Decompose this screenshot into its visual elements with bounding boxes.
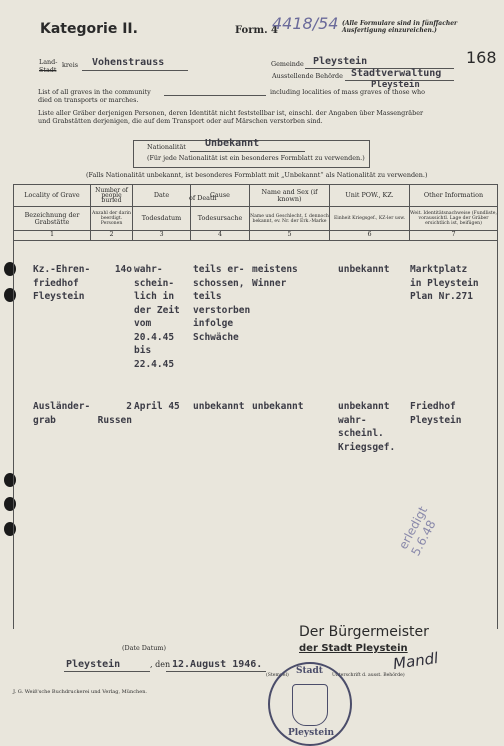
table-cell: teils er- schossen, teils verstorben infolge Schwäche [193, 264, 251, 343]
date-value: 12.August 1946. [172, 659, 263, 670]
den-label: , den [150, 660, 171, 669]
printer-note: J. G. Weiß'sche Buchdruckerei und Verlag, München. [13, 689, 148, 695]
intro-line-2: died on transports or marches. [38, 96, 139, 104]
header-date [133, 185, 191, 207]
table-cell: April 45 [134, 401, 180, 412]
header-name: Name and Sex (if known) [250, 185, 330, 207]
copies-note: (Alle Formulare sind in fünffacher Ausfertigung einzureichen.) [342, 20, 458, 34]
gemeinde-label: Gemeinde [271, 60, 304, 68]
header-of-death: of Death [189, 194, 217, 202]
header-de-unit: Einheit Kriegsgef., KZ-ler usw. [330, 207, 410, 231]
land-label: Land- [39, 58, 58, 66]
table-cell: 2 Russen [97, 401, 132, 426]
form-number-handwritten: 4418/54 [272, 14, 339, 33]
coat-of-arms-icon [292, 684, 328, 726]
col-number-2: 2 [91, 231, 133, 241]
col-number-3: 3 [133, 231, 191, 241]
col-number-5: 5 [250, 231, 330, 241]
header-cause-label: Cause [210, 191, 230, 199]
header-locality: Locality of Grave [14, 185, 91, 207]
intro-line-4: und Grabstätten derjenigen, die auf dem Transport oder auf Märschen verstorben sind. [38, 117, 323, 125]
table-cell: unbekannt [338, 264, 390, 275]
header-number: Number of people buried [91, 185, 133, 207]
intro-line-1a: List of all graves in the community [38, 88, 151, 96]
intro-line-3: Liste aller Gräber derjenigen Personen, deren Identität nicht feststellbar ist, einschl. der Angaben über Massengräber [38, 109, 424, 117]
stamp-top-text: Stadt [296, 666, 323, 676]
table-cell: Ausländer- grab [33, 401, 91, 426]
mayor-line-2: der Stadt Pleystein [299, 643, 408, 654]
behoerde-value-2: Pleystein [371, 80, 420, 90]
nationality-label: Nationalität [147, 143, 186, 151]
behoerde-label: Ausstellende Behörde [272, 72, 343, 80]
date-label: (Date Datum) [122, 644, 166, 652]
kreis-value: Vohenstrauss [92, 57, 165, 68]
header-unit: Unit POW., KZ. [330, 185, 410, 207]
gemeinde-value: Pleystein [313, 56, 368, 67]
header-de-number: Anzahl der darin beerdigt. Personen [91, 207, 133, 231]
table-cell: Kz.-Ehren- friedhof Fleystein [33, 264, 91, 302]
header-de-cause: Todesursache [191, 207, 250, 231]
nationality-value: Unbekannt [205, 138, 260, 149]
form-label: Form. 4 [235, 25, 278, 36]
behoerde-value: Stadtverwaltung [351, 68, 442, 79]
mayor-signature: Mandl [391, 648, 440, 674]
kategorie-title: Kategorie II. [40, 21, 138, 37]
place-value: Pleystein [66, 659, 121, 670]
header-de-other: Weit. Identitätsnachweise (Fundliste, voraussichtl. Lage der Gräber ersichtlich ist, beifügen) [410, 207, 498, 231]
signature-note: Unterschrift d. ausst. Behörde) [332, 673, 405, 678]
table-cell: Marktplatz in Pleystein Plan Nr.271 [410, 264, 479, 302]
header-de-date: Todesdatum [133, 207, 191, 231]
nationality-outer-note: (Falls Nationalität unbekannt, ist besonderes Formblatt mit „Unbekannt“ als Nationalität zu verwenden.) [86, 171, 428, 179]
col-number-4: 4 [191, 231, 250, 241]
stempel-label: (Stempel) [266, 673, 289, 678]
official-stamp [268, 662, 352, 746]
table-cell: 14o [114, 264, 132, 275]
header-other: Other Information [410, 185, 498, 207]
handwritten-note: erledigt 5.6.48 [396, 504, 439, 559]
table-cell: wahr- schein- lich in der Zeit vom 20.4.45 bis 22.4.45 [134, 264, 180, 370]
header-de-name: Name und Geschlecht, f. dennoch bekannt, ev. Nr. der Erk.-Marke [250, 207, 330, 231]
document-number: 168 [466, 48, 497, 67]
nationality-note: (Für jede Nationalität ist ein besonderes Formblatt zu verwenden.) [147, 154, 365, 162]
table-cell: meistens Winner [252, 264, 298, 289]
header-de-locality: Bezeichnung der Grabstätte [14, 207, 91, 231]
table-cell: unbekannt [252, 401, 304, 412]
table-cell: unbekannt wahr- scheinl. Kriegsgef. [338, 401, 396, 453]
mayor-line-1: Der Bürgermeister [299, 624, 429, 640]
stamp-bottom-text: Pleystein [288, 728, 335, 738]
intro-line-1b: including localities of mass graves of those who [270, 88, 426, 96]
col-number-7: 7 [410, 231, 498, 241]
table-cell: Friedhof Pleystein [410, 401, 462, 426]
col-number-6: 6 [330, 231, 410, 241]
header-date-label: Date [153, 191, 170, 199]
kreis-label: kreis [62, 61, 79, 69]
col-number-1: 1 [14, 231, 91, 241]
table-cell: unbekannt [193, 401, 245, 412]
stadt-label: Stadt [39, 66, 57, 74]
